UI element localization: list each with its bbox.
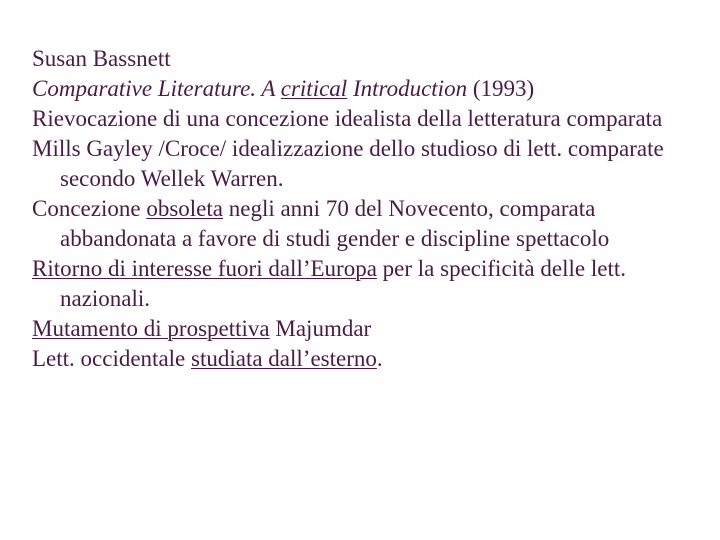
slide-text-body — [32, 44, 702, 374]
western-literature-line — [32, 344, 702, 374]
obsolete-underlined: obsoleta — [146, 196, 223, 221]
idealist-conception-line — [32, 104, 702, 134]
idealist-conception-text: Rievocazione di una concezione idealista della letteratura comparata — [32, 106, 663, 131]
return-underlined: Ritorno di interesse fuori dall’Europa — [32, 256, 377, 281]
mills-gayley-text: Mills Gayley /Croce/ idealizzazione dello studioso di lett. comparate secondo Wellek Warren. — [32, 136, 664, 191]
book-title-line — [32, 74, 702, 104]
mills-gayley-line — [32, 134, 702, 194]
change-perspective-line — [32, 314, 702, 344]
book-title-part1: Comparative Literature. A — [32, 76, 281, 101]
return-post: per la specificità delle lett. nazionali. — [60, 256, 626, 311]
western-pre: Lett. occidentale — [32, 346, 192, 371]
book-title-critical: critical — [280, 76, 348, 101]
change-underlined: Mutamento di prospettiva — [32, 316, 270, 341]
book-year: (1993) — [467, 76, 535, 101]
western-post: . — [376, 346, 383, 371]
obsolete-pre: Concezione — [32, 196, 147, 221]
book-title-part3: Introduction — [347, 76, 468, 101]
return-of-interest-line — [32, 254, 702, 314]
author-line — [32, 44, 702, 74]
western-underlined: studiata dall’esterno — [191, 346, 377, 371]
obsolete-post: negli anni 70 del Novecento, comparata abbandonata a favore di studi gender e discipline spettacolo — [60, 196, 610, 251]
obsolete-conception-line — [32, 194, 702, 254]
change-post: Majumdar — [269, 316, 372, 341]
author-name: Susan Bassnett — [32, 46, 171, 71]
